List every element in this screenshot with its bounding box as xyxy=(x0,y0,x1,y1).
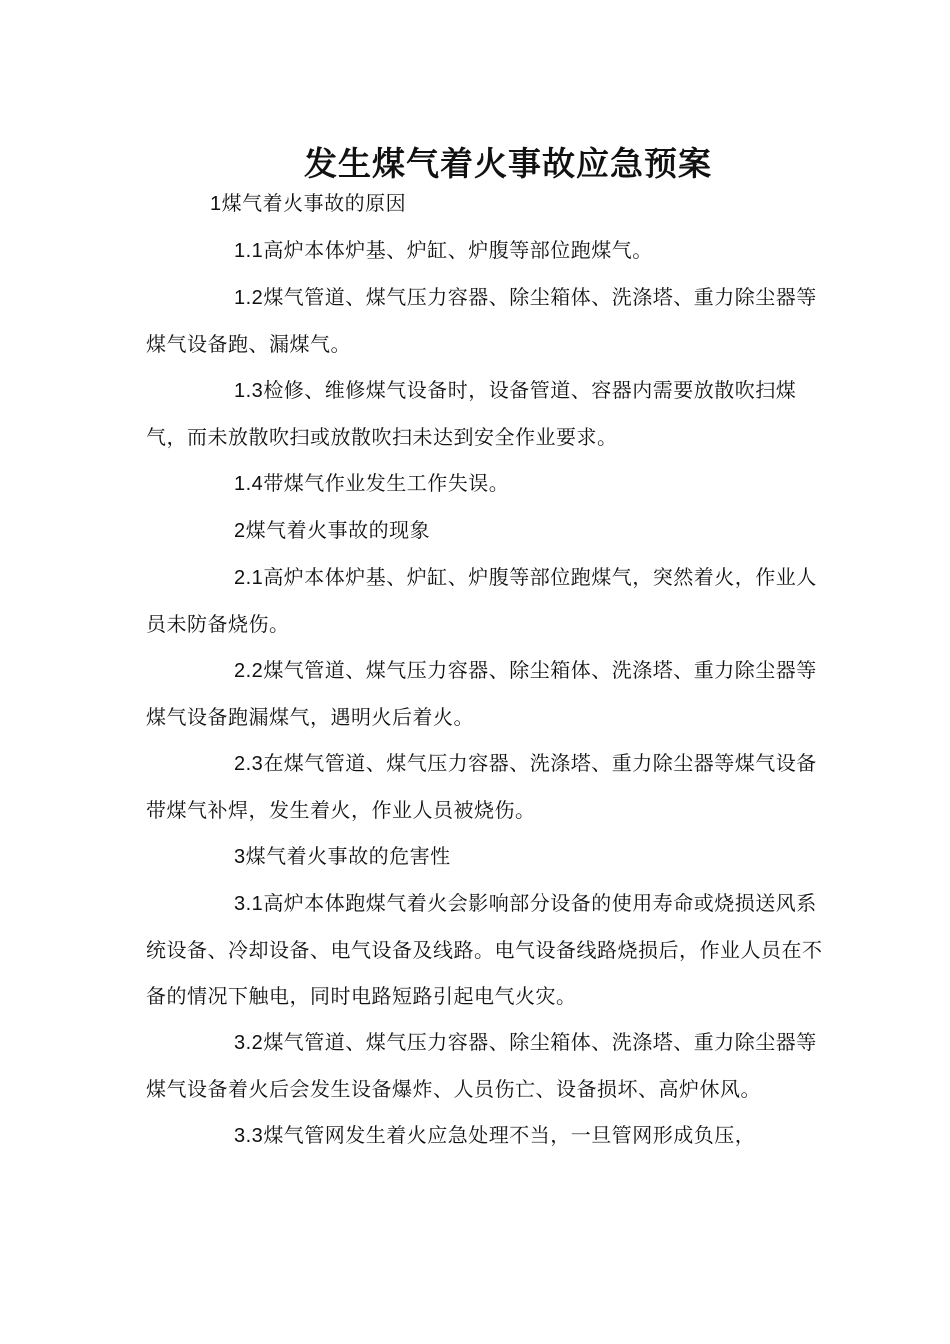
paragraph-text: 检修、维修煤气设备时，设备管道、容器内需要放散吹扫煤气，而未放散吹扫或放散吹扫未达到安全作业要求。 xyxy=(146,378,797,449)
paragraph xyxy=(146,367,826,460)
section-number: 1.1 xyxy=(234,240,264,262)
section-number: 3.3 xyxy=(234,1125,264,1147)
paragraph-text: 在煤气管道、煤气压力容器、洗涤塔、重力除尘器等煤气设备带煤气补焊，发生着火，作业人员被烧伤。 xyxy=(146,751,817,822)
paragraph-text: 高炉本体跑煤气着火会影响部分设备的使用寿命或烧损送风系统设备、冷却设备、电气设备及线路。电气设备线路烧损后，作业人员在不备的情况下触电，同时电路短路引起电气火灾。 xyxy=(146,891,823,1008)
paragraph-text: 带煤气作业发生工作失误。 xyxy=(263,471,510,495)
document-body xyxy=(146,180,826,1159)
paragraph-text: 高炉本体炉基、炉缸、炉腹等部位跑煤气。 xyxy=(263,238,653,262)
paragraph xyxy=(146,274,826,367)
paragraph xyxy=(146,507,826,554)
section-number: 1 xyxy=(210,193,222,215)
paragraph-text: 煤气管网发生着火应急处理不当，一旦管网形成负压， xyxy=(263,1123,756,1147)
section-number: 1.2 xyxy=(234,287,264,309)
paragraph xyxy=(146,647,826,740)
paragraph xyxy=(146,227,826,274)
page-title: 发生煤气着火事故应急预案 xyxy=(304,144,712,184)
paragraph-text: 煤气管道、煤气压力容器、除尘箱体、洗涤塔、重力除尘器等煤气设备跑、漏煤气。 xyxy=(146,285,817,356)
paragraph xyxy=(146,1019,826,1112)
paragraph xyxy=(146,740,826,833)
section-number: 1.4 xyxy=(234,473,264,495)
paragraph-text: 煤气着火事故的现象 xyxy=(245,518,431,542)
paragraph-text: 煤气管道、煤气压力容器、除尘箱体、洗涤塔、重力除尘器等煤气设备着火后会发生设备爆炸、人员伤亡、设备损坏、高炉休风。 xyxy=(146,1030,817,1101)
section-number: 2.1 xyxy=(234,567,264,589)
section-number: 3.2 xyxy=(234,1032,264,1054)
paragraph-text: 煤气着火事故的原因 xyxy=(221,191,407,215)
paragraph xyxy=(146,554,826,647)
paragraph xyxy=(146,180,826,227)
section-number: 3 xyxy=(234,846,246,868)
section-number: 1.3 xyxy=(234,380,264,402)
paragraph xyxy=(146,460,826,507)
paragraph xyxy=(146,1112,826,1159)
paragraph xyxy=(146,833,826,880)
paragraph-text: 煤气管道、煤气压力容器、除尘箱体、洗涤塔、重力除尘器等煤气设备跑漏煤气，遇明火后着火。 xyxy=(146,658,817,729)
section-number: 2.2 xyxy=(234,660,264,682)
paragraph xyxy=(146,880,826,1019)
paragraph-text: 高炉本体炉基、炉缸、炉腹等部位跑煤气，突然着火，作业人员未防备烧伤。 xyxy=(146,565,817,636)
section-number: 2 xyxy=(234,520,246,542)
section-number: 2.3 xyxy=(234,753,264,775)
section-number: 3.1 xyxy=(234,893,264,915)
paragraph-text: 煤气着火事故的危害性 xyxy=(245,844,451,868)
